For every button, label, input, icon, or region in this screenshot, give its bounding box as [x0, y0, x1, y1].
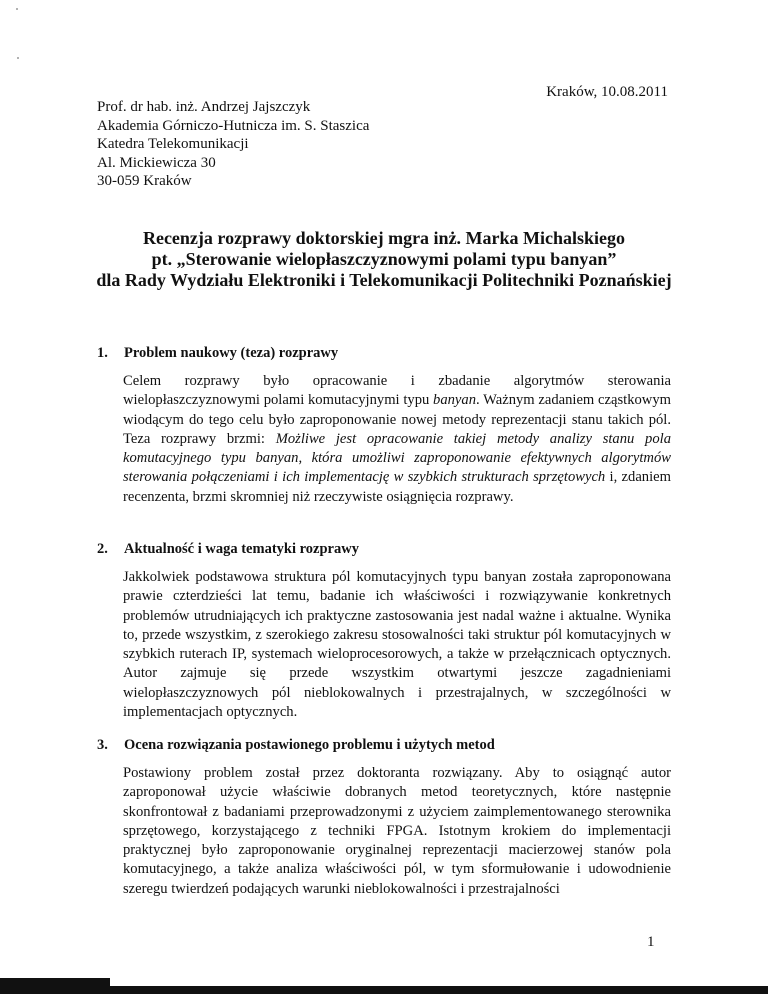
body-text: Celem rozprawy było opracowanie i zbadanie algorytmów sterowania wielopłaszczyznowymi polami komutacyjnymi typu [123, 373, 671, 409]
section-heading-2 [97, 540, 359, 558]
section-number: 1. [97, 345, 108, 361]
address-line: Akademia Górniczo-Hutnicza im. S. Staszica [97, 117, 370, 134]
section-title: Problem naukowy (teza) rozprawy [124, 345, 339, 361]
scan-speck [17, 57, 19, 59]
title-line: pt. „Sterowanie wielopłaszczyznowymi polami typu banyan” [151, 249, 617, 269]
paragraph [123, 372, 671, 507]
address-line: Katedra Telekomunikacji [97, 136, 249, 153]
paragraph: Jakkolwiek podstawowa struktura pól komutacyjnych typu banyan została zaproponowana prawie czterdzieści lat temu, badanie ich właściwości i rozwiązywanie konkretnych problemów utrudniających ich praktyczne zastosowania jest nadal ważne i aktualne. Wynika to, przede wszystkim, z szerokiego zakresu stosowalności taki struktur pól komutacyjnych w szybkich ruterach IP, systemach wieloprocesorowych, a także w przełącznicach optycznych. Autor zajmuje się przede wszystkim otwartymi jeszcze zagadnieniami wielopłaszczyznowych pól nieblokowalnych i przestrajalnych, w szczególności w implementacjach optycznych. [123, 569, 671, 721]
scan-edge-border [0, 986, 768, 994]
title-line: Recenzja rozprawy doktorskiej mgra inż. Marka Michalskiego [142, 228, 626, 248]
paragraph: Postawiony problem został przez doktoranta rozwiązany. Aby to osiągnąć autor zaproponował użycie właściwie dobranych metod teoretycznych, które następnie skonfrontował z badaniami przeprowadzonymi z użyciem zaimplementowanego sterownika sprzętowego, korzystającego z techniki FPGA. Istotnym krokiem do implementacji praktycznej było zaproponowanie oryginalnej reprezentacji macierzowej stanów pola komutacyjnego, a także analiza właściwości pól, w tym sformułowanie i udowodnienie szeregu twierdzeń podających warunki nieblokowalności i przestrajalności [123, 765, 671, 897]
thesis-statement: Możliwe jest opracowanie takiej metody analizy stanu pola komutacyjnego typu banyan, która umożliwi zaproponowanie efektywnych algorytmów sterowania połączeniami i ich implementację w szybkich strukturach sprzętowych [123, 430, 671, 486]
address-line: 30-059 Kraków [97, 173, 192, 190]
body-text: i, zdaniem recenzenta, brzmi skromniej niż rzeczywiste osiągnięcia rozprawy. [123, 469, 671, 505]
section-body-3 [123, 764, 671, 899]
title-line: dla Rady Wydziału Elektroniki i Telekomunikacji Politechniki Poznańskiej [96, 270, 672, 290]
section-heading-3 [97, 736, 495, 754]
section-number: 2. [97, 541, 108, 557]
page-number: 1 [647, 934, 655, 950]
scan-speck [16, 8, 18, 10]
section-body-1 [123, 372, 671, 507]
section-body-2 [123, 568, 671, 722]
section-heading-1 [97, 344, 338, 362]
italic-term: banyan [433, 392, 476, 409]
section-title: Ocena rozwiązania postawionego problemu i użytych metod [124, 737, 495, 753]
section-title: Aktualność i waga tematyki rozprawy [124, 541, 359, 557]
body-text: . Ważnym zadaniem cząstkowym wiodącym do tego celu było zaproponowanie nowej metody reprezentacji stanu takich pól. Teza rozprawy brzmi: [123, 392, 671, 447]
section-number: 3. [97, 737, 108, 753]
date-line: Kraków, 10.08.2011 [546, 84, 668, 100]
sender-address [97, 98, 369, 191]
address-line: Al. Mickiewicza 30 [97, 154, 216, 171]
document-title [40, 228, 728, 291]
address-line: Prof. dr hab. inż. Andrzej Jajszczyk [97, 99, 311, 115]
